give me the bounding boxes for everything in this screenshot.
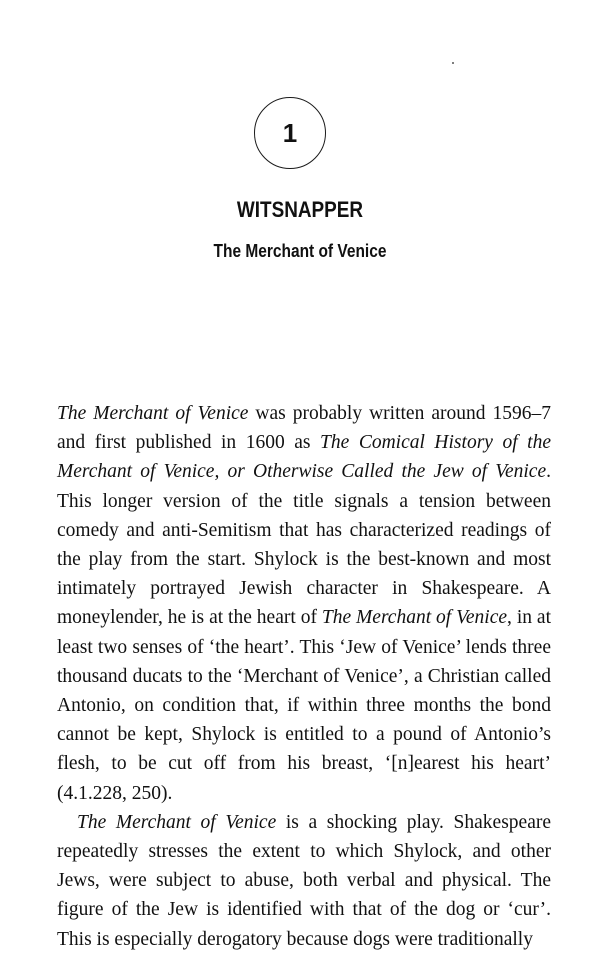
chapter-subtitle: The Merchant of Venice [213, 241, 387, 261]
text-run: is a shocking play. Shakespeare repeatedly stresses the extent to which Shylock, and other Jews, were subject to abuse, both verbal and physical. The figure of the Jew is identified with that of the dog or ‘cur’. This is especially derogatory because dogs were traditionally [57, 811, 551, 950]
chapter-title: WITSNAPPER [236, 197, 364, 222]
paper-speck [452, 62, 454, 64]
text-run: , in at least two senses of ‘the heart’. This ‘Jew of Venice’ lends three thousand ducats to the ‘Merchant of Venice’, a Christian called Antonio, on condition that, if within three months the bond cannot be kept, Shylock is entitled to a pound of Antonio’s flesh, to be cut off from his breast, ‘[n]earest his heart’ (4.1.228, 250). [57, 607, 551, 804]
text-run: was probably written around 1596–7 and first published in 1600 as [57, 403, 551, 454]
italic-title: The Comical History of the Merchant of Venice, or Otherwise Called the Jew of Venice [57, 432, 551, 483]
text-run: . This longer version of the title signals a tension between comedy and anti-Semitism that has characterized readings of the play from the start. Shylock is the best-known and most intimately portrayed Jewish character in Shakespeare. A moneylender, he is at the heart of [57, 461, 551, 629]
paragraph-2 [57, 808, 551, 954]
body-text [57, 399, 551, 954]
italic-title: The Merchant of Venice [321, 607, 508, 629]
paragraph-1 [57, 399, 551, 808]
italic-title: The Merchant of Venice [77, 811, 277, 833]
chapter-number-badge [254, 97, 326, 169]
chapter-number: 1 [282, 117, 298, 148]
italic-title: The Merchant of Venice [57, 403, 249, 424]
